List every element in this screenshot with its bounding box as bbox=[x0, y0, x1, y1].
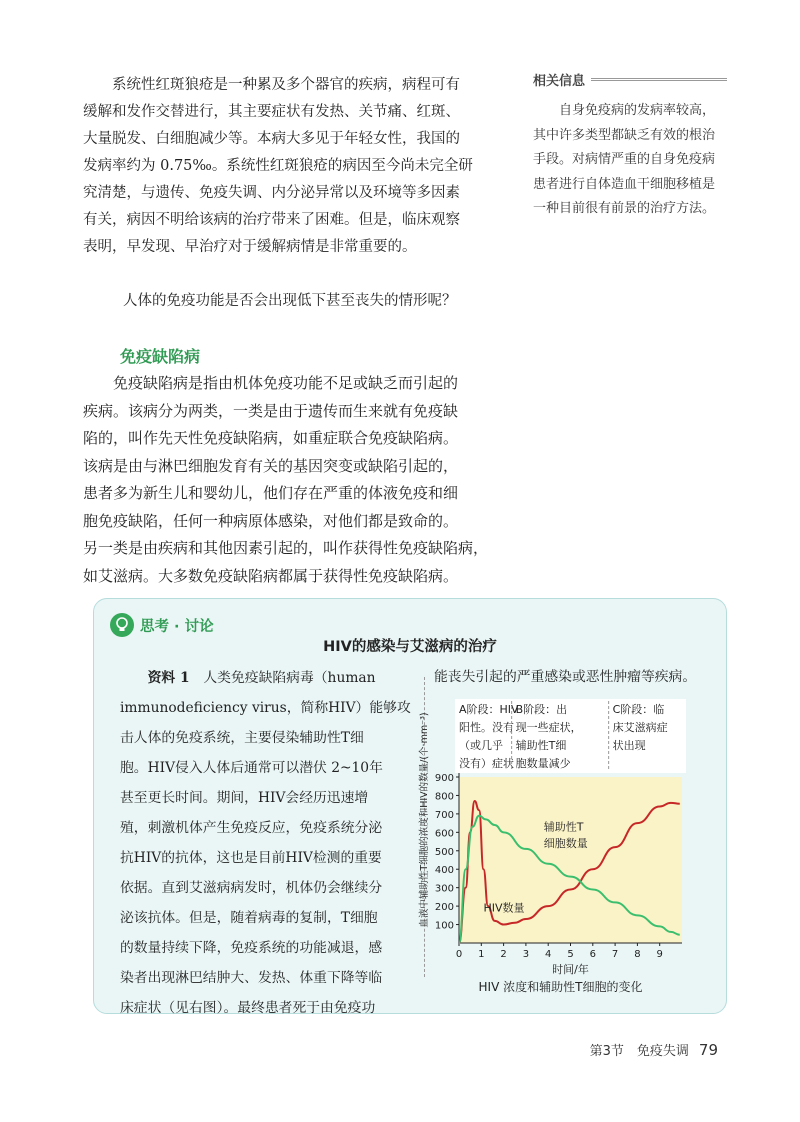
y-tick-label: 500 bbox=[434, 846, 454, 858]
text-line: 染者出现淋巴结肿大、发热、体重下降等临 bbox=[120, 970, 383, 986]
x-tick-label: 1 bbox=[478, 949, 485, 960]
text-line: 胞免疫缺陷，任何一种病原体感染，对他们都是致命的。 bbox=[83, 511, 459, 530]
stage-note-0: A阶段：HIV bbox=[459, 703, 519, 716]
paragraph-immunodeficiency bbox=[83, 370, 508, 590]
stage-note-1: 辅助性T细 bbox=[515, 739, 567, 752]
text-line: 免疫缺陷病是指由机体免疫功能不足或缺乏而引起的 bbox=[113, 374, 459, 392]
page-number: 79 bbox=[698, 1041, 718, 1059]
x-tick-label: 9 bbox=[656, 949, 663, 960]
material-line-0: 人类免疫缺陷病毒（human bbox=[203, 670, 376, 686]
page-footer bbox=[590, 1040, 718, 1059]
discussion-box bbox=[93, 598, 727, 1014]
material-continuation: 能丧失引起的严重感染或恶性肿瘤等疾病。 bbox=[434, 669, 697, 685]
text-line: immunodeficiency virus，简称HIV）能够攻 bbox=[120, 700, 411, 716]
sidebar-heading bbox=[533, 70, 727, 89]
x-tick-label: 4 bbox=[545, 949, 552, 960]
text-line bbox=[120, 663, 412, 693]
y-axis-label: 血液中辅助性T细胞的浓度和HIV的数量/(个·mm⁻³) bbox=[419, 712, 430, 928]
section-title: 免疫缺陷病 bbox=[120, 347, 201, 366]
x-tick-label: 6 bbox=[589, 949, 596, 960]
text-line: 的数量持续下降，免疫系统的功能减退，感 bbox=[120, 940, 383, 956]
divider bbox=[591, 78, 727, 81]
x-tick-label: 8 bbox=[634, 949, 641, 960]
text-line: 殖，刺激机体产生免疫反应，免疫系统分泌 bbox=[120, 820, 383, 836]
x-tick-label: 3 bbox=[522, 949, 530, 960]
text-line: 自身免疫病的发病率较高， bbox=[559, 103, 716, 118]
stage-note-2: 床艾滋病症 bbox=[612, 721, 668, 734]
t-cell-series-label: 辅助性T bbox=[543, 820, 584, 834]
y-tick-label: 300 bbox=[434, 883, 454, 895]
text-line: 患者进行自体造血干细胞移植是 bbox=[533, 176, 716, 192]
stage-note-1: 现一些症状， bbox=[515, 721, 582, 734]
material-label: 资料 1 bbox=[147, 670, 190, 686]
y-tick-label: 900 bbox=[434, 773, 454, 784]
x-tick-label: 2 bbox=[500, 949, 507, 960]
t-cell-series-label: 细胞数量 bbox=[543, 837, 588, 851]
stage-note-1: 胞数量减少 bbox=[515, 757, 571, 770]
stage-note-0: 阳性。没有 bbox=[459, 721, 514, 734]
y-tick-label: 700 bbox=[434, 809, 454, 821]
stage-note-2: 状出现 bbox=[612, 739, 646, 752]
footer-section: 第3节 免疫失调 bbox=[589, 1044, 689, 1059]
y-tick-label: 600 bbox=[434, 828, 454, 840]
text-line: 手段。对病情严重的自身免疫病 bbox=[533, 152, 716, 167]
hiv-series-label: HIV数量 bbox=[483, 901, 525, 915]
x-tick-label: 5 bbox=[567, 949, 574, 960]
stage-note-0: （或几乎 bbox=[459, 739, 503, 752]
text-line: 抗HIV的抗体，这也是目前HIV检测的重要 bbox=[120, 850, 382, 866]
y-tick-label: 100 bbox=[434, 920, 454, 932]
material-1-text bbox=[120, 663, 412, 1023]
sidebar-body bbox=[533, 99, 727, 222]
text-line: 发病率约为 0.75‰。系统性红斑狼疮的病因至今尚未完全研 bbox=[83, 158, 473, 174]
chart-caption: HIV 浓度和辅助性T细胞的变化 bbox=[478, 980, 643, 994]
box-title: HIV的感染与艾滋病的治疗 bbox=[323, 639, 497, 655]
text-line: 依据。直到艾滋病病发时，机体仍会继续分 bbox=[120, 880, 383, 896]
lightbulb-icon bbox=[110, 613, 134, 637]
text-line: 系统性红斑狼疮是一种累及多个器官的疾病，病程可有 bbox=[112, 77, 460, 93]
text-line: 另一类是由疾病和其他因素引起的，叫作获得性免疫缺陷病， bbox=[83, 539, 489, 557]
text-line: 究清楚，与遗传、免疫失调、内分泌异常以及环境等多因素 bbox=[83, 185, 460, 201]
hiv-chart-svg bbox=[404, 697, 714, 1007]
text-line: 如艾滋病。大多数免疫缺陷病都属于获得性免疫缺陷病。 bbox=[83, 566, 459, 585]
paragraph-lupus bbox=[83, 72, 508, 261]
text-line: 表明，早发现、早治疗对于缓解病情是非常重要的。 bbox=[83, 239, 417, 255]
hiv-chart bbox=[404, 697, 714, 1007]
text-line: 泌该抗体。但是，随着病毒的复制，T细胞 bbox=[120, 910, 378, 926]
sidebar-heading-text: 相关信息 bbox=[533, 74, 586, 89]
text-line: 疾病。该病分为两类，一类是由于遗传而生来就有免疫缺 bbox=[83, 401, 459, 420]
stage-note-0: 没有）症状 bbox=[459, 757, 514, 770]
y-tick-label: 400 bbox=[434, 865, 454, 877]
text-line: 其中许多类型都缺乏有效的根治 bbox=[533, 127, 716, 143]
related-info-sidebar bbox=[533, 70, 727, 222]
discussion-label: 思考 · 讨论 bbox=[140, 619, 214, 635]
text-line: 患者多为新生儿和婴幼儿，他们存在严重的体液免疫和细 bbox=[83, 484, 459, 502]
stage-note-1: B阶段：出 bbox=[515, 703, 568, 716]
text-line: 甚至更长时间。期间，HIV会经历迅速增 bbox=[120, 790, 369, 806]
text-line: 胞。HIV侵入人体后通常可以潜伏 2~10年 bbox=[120, 760, 383, 776]
text-line: 一种目前很有前景的治疗方法。 bbox=[533, 201, 716, 216]
text-line: 大量脱发、白细胞减少等。本病大多见于年轻女性，我国的 bbox=[83, 131, 460, 147]
y-tick-label: 800 bbox=[434, 791, 454, 803]
text-line: 床症状（见右图）。最终患者死于由免疫功 bbox=[120, 1000, 376, 1016]
text-line: 有关，病因不明给该病的治疗带来了困难。但是，临床观察 bbox=[83, 212, 460, 228]
y-tick-label: 200 bbox=[434, 902, 454, 914]
text-line: 该病是由与淋巴细胞发育有关的基因突变或缺陷引起的， bbox=[83, 456, 459, 475]
stage-note-2: C阶段：临 bbox=[612, 703, 665, 716]
x-axis-label: 时间/年 bbox=[552, 963, 589, 976]
x-tick-label: 0 bbox=[455, 949, 463, 960]
text-line: 缓解和发作交替进行，其主要症状有发热、关节痛、红斑、 bbox=[83, 104, 460, 120]
text-line: 击人体的免疫系统，主要侵染辅助性T细 bbox=[120, 730, 364, 746]
x-tick-label: 7 bbox=[611, 949, 619, 960]
question-text: 人体的免疫功能是否会出现低下甚至丧失的情形呢？ bbox=[123, 293, 457, 309]
text-line: 陷的，叫作先天性免疫缺陷病，如重症联合免疫缺陷病。 bbox=[83, 429, 459, 447]
